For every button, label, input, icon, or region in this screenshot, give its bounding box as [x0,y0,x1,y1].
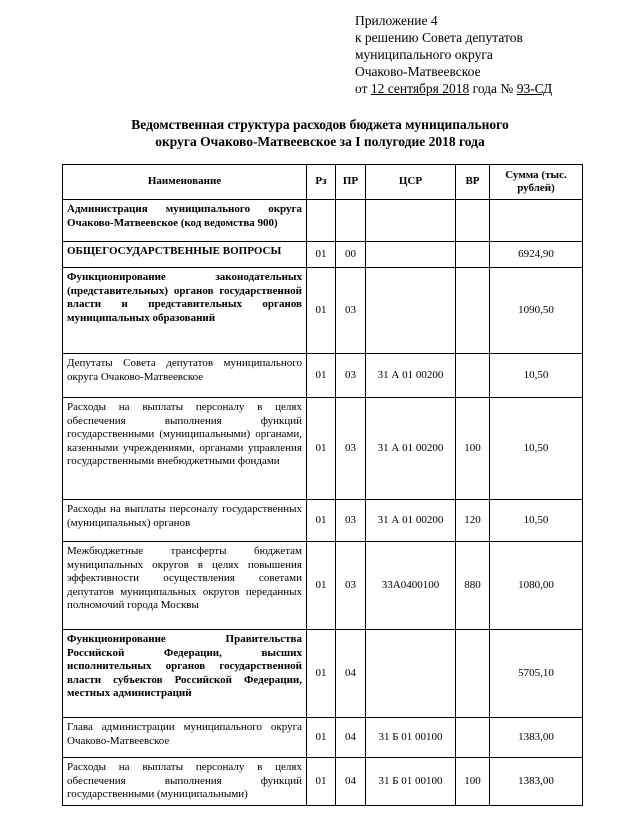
row-pr: 03 [336,398,366,500]
row-csr: 33А0400100 [366,542,456,630]
row-pr: 03 [336,542,366,630]
appendix-prefix: от [355,81,368,96]
row-csr [366,630,456,718]
decision-number: 93-СД [516,81,553,96]
row-sum: 1383,00 [490,758,583,806]
row-sum: 1080,00 [490,542,583,630]
header-sum: Сумма (тыс. рублей) [490,165,583,200]
header-name: Наименование [63,165,307,200]
row-sum: 10,50 [490,398,583,500]
row-rz [307,200,336,242]
document-title-line-1: Ведомственная структура расходов бюджета муниципального [131,117,509,132]
row-name: Функционирование Правительства Российской Федерации, высших исполнительных органов государственной власти субъектов Российской Федерации, местных администраций [63,630,307,718]
row-pr: 04 [336,718,366,758]
row-rz: 01 [307,500,336,542]
row-sum: 1383,00 [490,718,583,758]
row-name: Глава администрации муниципального округа Очаково-Матвеевское [63,718,307,758]
row-vr: 100 [456,758,490,806]
table-row [63,542,583,630]
row-sum: 1090,50 [490,268,583,354]
row-name: Межбюджетные трансферты бюджетам муниципальных округов в целях повышения эффективности осуществления советами депутатов муниципальных округов переданных полномочий города Москвы [63,542,307,630]
row-rz: 01 [307,268,336,354]
table-row [63,500,583,542]
row-csr [366,200,456,242]
row-sum: 6924,90 [490,242,583,268]
row-sum: 5705,10 [490,630,583,718]
row-sum: 10,50 [490,500,583,542]
document-title [60,116,580,150]
header-csr: ЦСР [366,165,456,200]
appendix-line-2: к решению Совета депутатов [355,30,523,45]
appendix-line-5 [355,80,625,97]
row-name: Функционирование законодательных (представительных) органов государственной власти и представительных органов муниципальных образований [63,268,307,354]
row-csr: 31 Б 01 00100 [366,758,456,806]
row-csr: 31 А 01 00200 [366,354,456,398]
row-rz: 01 [307,718,336,758]
table-row [63,758,583,806]
row-csr: 31 Б 01 00100 [366,718,456,758]
row-sum [490,200,583,242]
row-name: ОБЩЕГОСУДАРСТВЕННЫЕ ВОПРОСЫ [63,242,307,268]
document-title-line-2: округа Очаково-Матвеевское за I полугодие 2018 года [155,134,485,149]
header-vr: ВР [456,165,490,200]
row-pr: 03 [336,268,366,354]
table-row [63,398,583,500]
row-pr [336,200,366,242]
row-pr: 03 [336,500,366,542]
row-pr: 04 [336,630,366,718]
row-rz: 01 [307,242,336,268]
table-row [63,630,583,718]
row-csr [366,268,456,354]
header-rz: Рз [307,165,336,200]
row-vr [456,718,490,758]
row-vr [456,200,490,242]
row-vr [456,242,490,268]
row-vr [456,354,490,398]
row-csr: 31 А 01 00200 [366,398,456,500]
table-header-row [63,165,583,200]
row-csr [366,242,456,268]
row-name: Расходы на выплаты персоналу государственных (муниципальных) органов [63,500,307,542]
row-vr [456,630,490,718]
budget-table [62,164,583,806]
appendix-line-3: муниципального округа [355,47,493,62]
appendix-line-4: Очаково-Матвеевское [355,64,481,79]
row-name: Расходы на выплаты персоналу в целях обеспечения выполнения функций государственными (муниципальными) [63,758,307,806]
table-row [63,718,583,758]
row-csr: 31 А 01 00200 [366,500,456,542]
row-vr [456,268,490,354]
row-sum: 10,50 [490,354,583,398]
decision-date: 12 сентября 2018 [370,81,470,96]
header-pr: ПР [336,165,366,200]
row-name: Расходы на выплаты персоналу в целях обеспечения выполнения функций государственными (муниципальными) органами, казенными учреждениями, органами управления государственными внебюджетными фондами [63,398,307,500]
row-pr: 04 [336,758,366,806]
table-row [63,242,583,268]
row-vr: 880 [456,542,490,630]
table-row [63,354,583,398]
row-pr: 00 [336,242,366,268]
row-pr: 03 [336,354,366,398]
appendix-mid: года № [472,81,514,96]
appendix-block [355,12,625,97]
row-rz: 01 [307,630,336,718]
row-name: Депутаты Совета депутатов муниципального округа Очаково-Матвеевское [63,354,307,398]
row-vr: 100 [456,398,490,500]
table-row [63,268,583,354]
row-rz: 01 [307,354,336,398]
row-rz: 01 [307,398,336,500]
table-row [63,200,583,242]
appendix-line-1: Приложение 4 [355,13,438,28]
row-vr: 120 [456,500,490,542]
row-name: Администрация муниципального округа Очаково-Матвеевское (код ведомства 900) [63,200,307,242]
row-rz: 01 [307,542,336,630]
row-rz: 01 [307,758,336,806]
